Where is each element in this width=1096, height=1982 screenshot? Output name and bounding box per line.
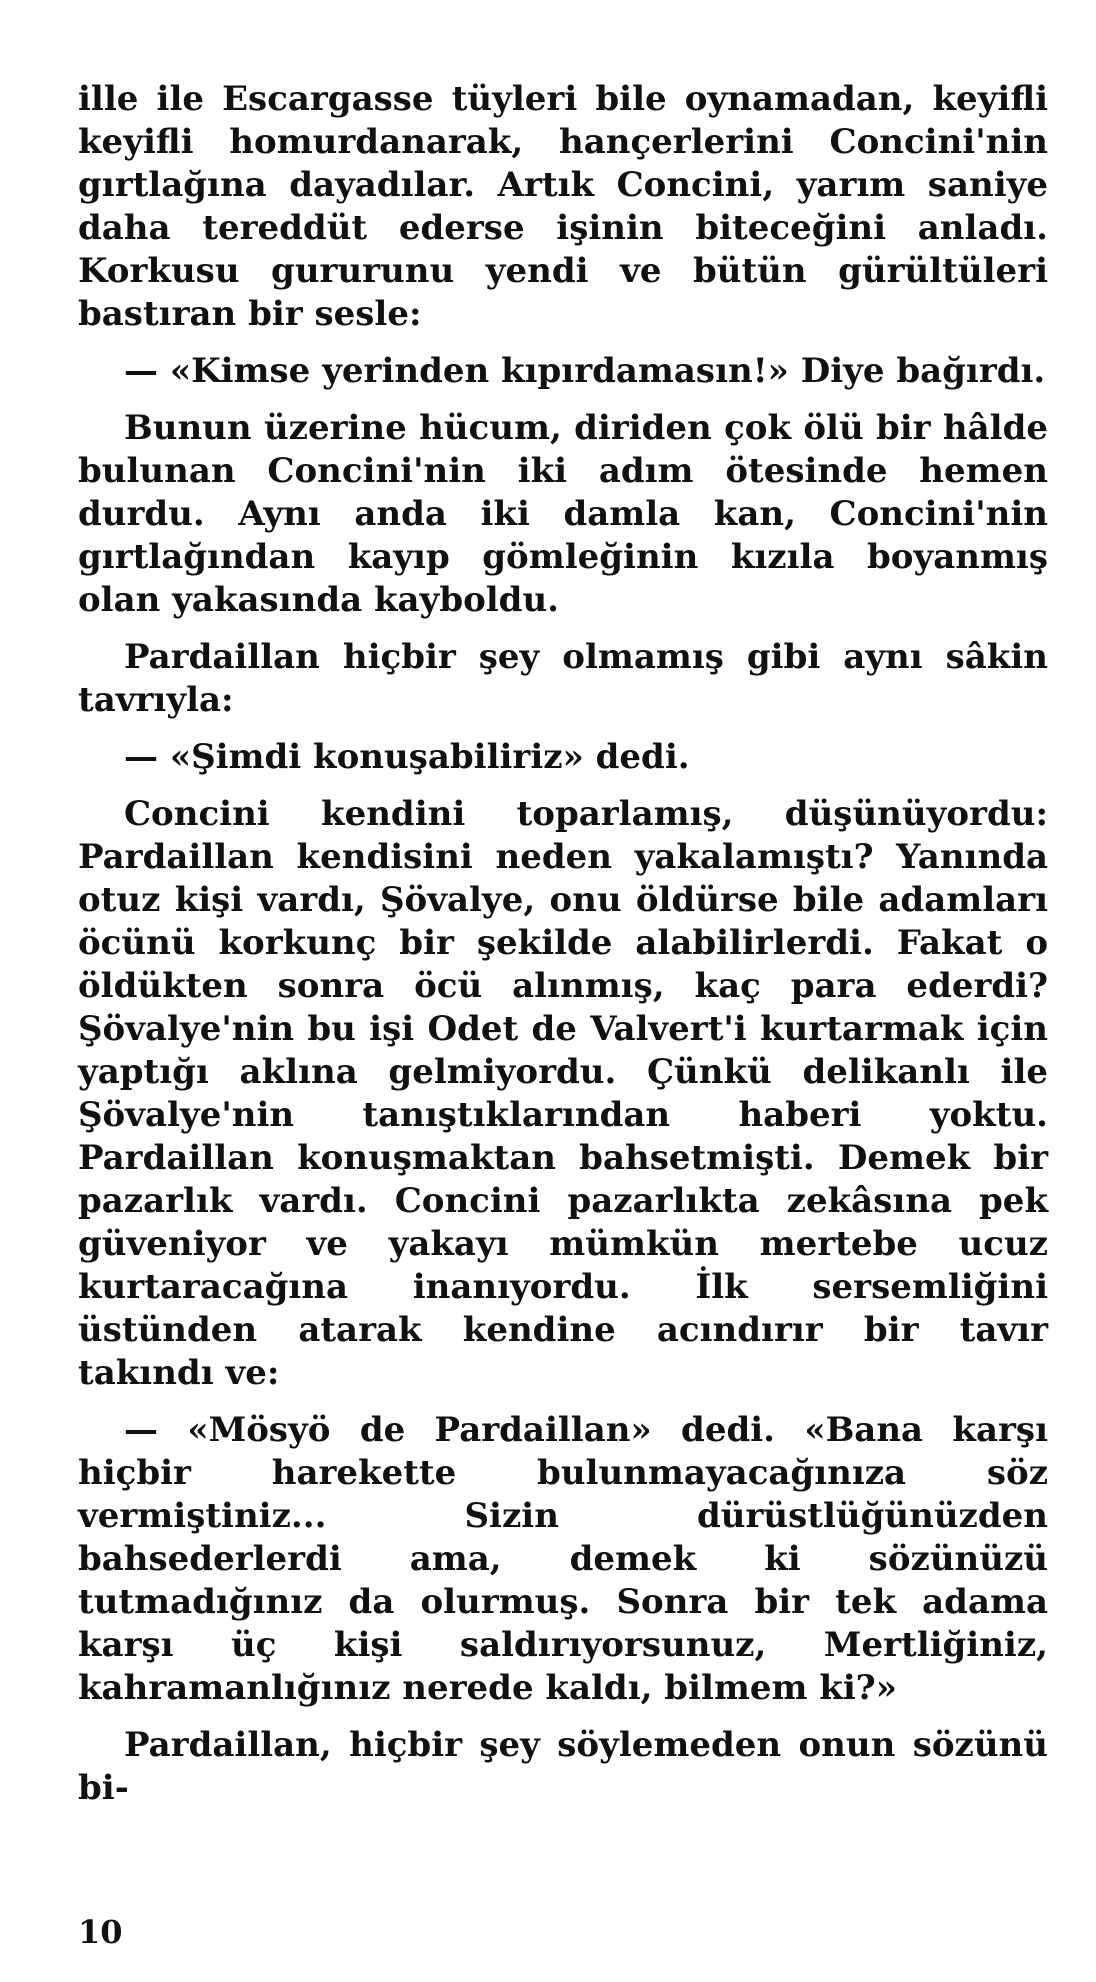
dialogue-line: — «Kimse yerinden kıpırdamasın!» Diye bağırdı. (124, 351, 1046, 391)
paragraph: Concini kendini toparlamış, düşünüyordu: Pardaillan kendisini neden yakalamıştı? Yanında otuz kişi vardı, Şövalye, onu öldürse bile adamları öcünü korkunç bir şekilde alabilirlerdi. Fakat o öldükten sonra öcü alınmış, kaç para ederdi? Şövalye'nin bu işi Odet de Valvert'i kurtarmak için yaptığı aklına gelmiyordu. Çünkü delikanlı ile Şövalye'nin tanıştıklarından haberi yoktu. Pardaillan konuşmaktan bahsetmişti. Demek bir pazarlık vardı. Concini pazarlıkta zekâsına pek güveniyor ve yakayı mümkün mertebe ucuz kurtaracağına inanıyordu. İlk sersemliğini üstünden atarak kendine acındırır bir tavır takındı ve: (78, 794, 1048, 1393)
page-text (78, 78, 1048, 1810)
paragraph: Pardaillan hiçbir şey olmamış gibi aynı sâkin tavrıyla: (78, 637, 1048, 720)
paragraph: ille ile Escargasse tüyleri bile oynamadan, keyifli keyifli homurdanarak, hançerlerini Concini'nin gırtlağına dayadılar. Artık Concini, yarım saniye daha tereddüt ederse işinin biteceğini anladı. Korkusu gururunu yendi ve bütün gürültüleri bastıran bir sesle: (78, 79, 1048, 334)
paragraph: Bunun üzerine hücum, diriden çok ölü bir hâlde bulunan Concini'nin iki adım ötesinde hemen durdu. Aynı anda iki damla kan, Concini'nin gırtlağından kayıp gömleğinin kızıla boyanmış olan yakasında kayboldu. (78, 408, 1048, 620)
dialogue-line: — «Şimdi konuşabiliriz» dedi. (124, 737, 690, 777)
page-number: 10 (78, 1913, 123, 1951)
dialogue-line: — «Mösyö de Pardaillan» dedi. «Bana karşı hiçbir harekette bulunmayacağınıza söz vermiştiniz... Sizin dürüstlüğünüzden bahsederlerdi ama, demek ki sözünüzü tutmadığınız da olurmuş. Sonra bir tek adama karşı üç kişi saldırıyorsunuz, Mertliğiniz, kahramanlığınız nerede kaldı, bilmem ki?» (78, 1410, 1048, 1708)
paragraph: Pardaillan, hiçbir şey söylemeden onun sözünü bi- (78, 1725, 1048, 1808)
